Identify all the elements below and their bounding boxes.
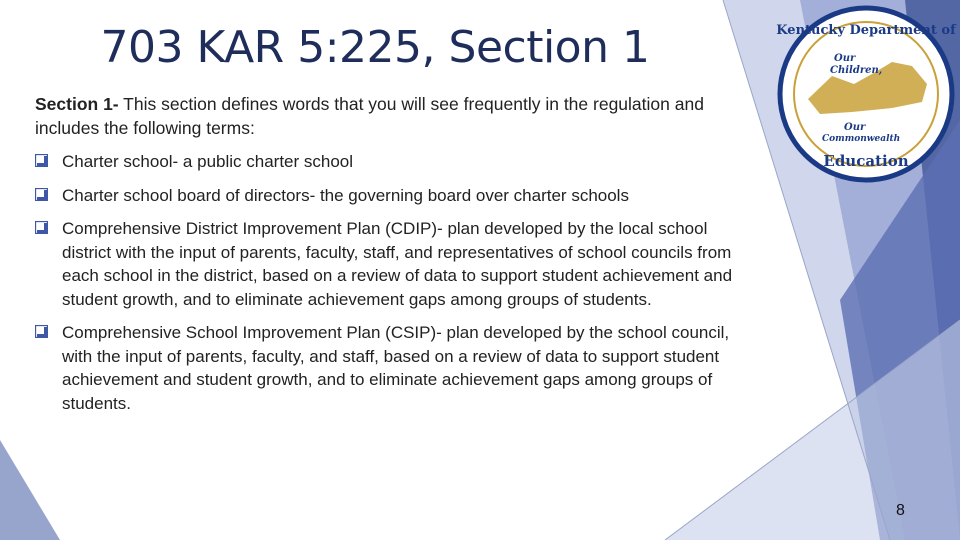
term-item [35, 150, 755, 174]
intro-paragraph [35, 92, 715, 140]
slide-title: 703 KAR 5:225, Section 1 [100, 22, 650, 73]
term-item [35, 184, 755, 208]
logo-middle-text-2: Children, [830, 65, 883, 76]
checkbox-bullet-icon [35, 221, 48, 234]
logo-middle-text-3: Our [844, 122, 866, 133]
logo-top-text: Kentucky Department of [776, 23, 956, 38]
checkbox-bullet-icon [35, 154, 48, 167]
intro-bold-label: Section 1- [35, 94, 119, 114]
term-text: Charter school board of directors- the governing board over charter schools [62, 185, 629, 205]
kde-logo [772, 4, 960, 184]
checkbox-bullet-icon [35, 188, 48, 201]
checkbox-bullet-icon [35, 325, 48, 338]
page-number: 8 [896, 502, 905, 519]
intro-text: This section defines words that you will see frequently in the regulation and includes the following terms: [35, 94, 704, 138]
term-item [35, 321, 755, 415]
logo-middle-text-1: Our [834, 53, 856, 64]
logo-bottom-text: Education [823, 152, 909, 170]
term-item [35, 217, 755, 311]
term-text: Comprehensive District Improvement Plan (CDIP)- plan developed by the local school district with the input of parents, faculty, staff, and representatives of school councils from each school in the district, based on a review of data to support student achievement and student growth, and to eliminate achievement gaps among groups of students. [62, 219, 733, 309]
term-text: Comprehensive School Improvement Plan (CSIP)- plan developed by the school council, with the input of parents, faculty, and staff, based on a review of data to support student achievement and student growth, and to eliminate achievement gaps among groups of students. [62, 323, 730, 413]
terms-list [35, 150, 755, 425]
term-text: Charter school- a public charter school [62, 152, 354, 171]
logo-middle-text-4: Commonwealth [822, 134, 901, 144]
